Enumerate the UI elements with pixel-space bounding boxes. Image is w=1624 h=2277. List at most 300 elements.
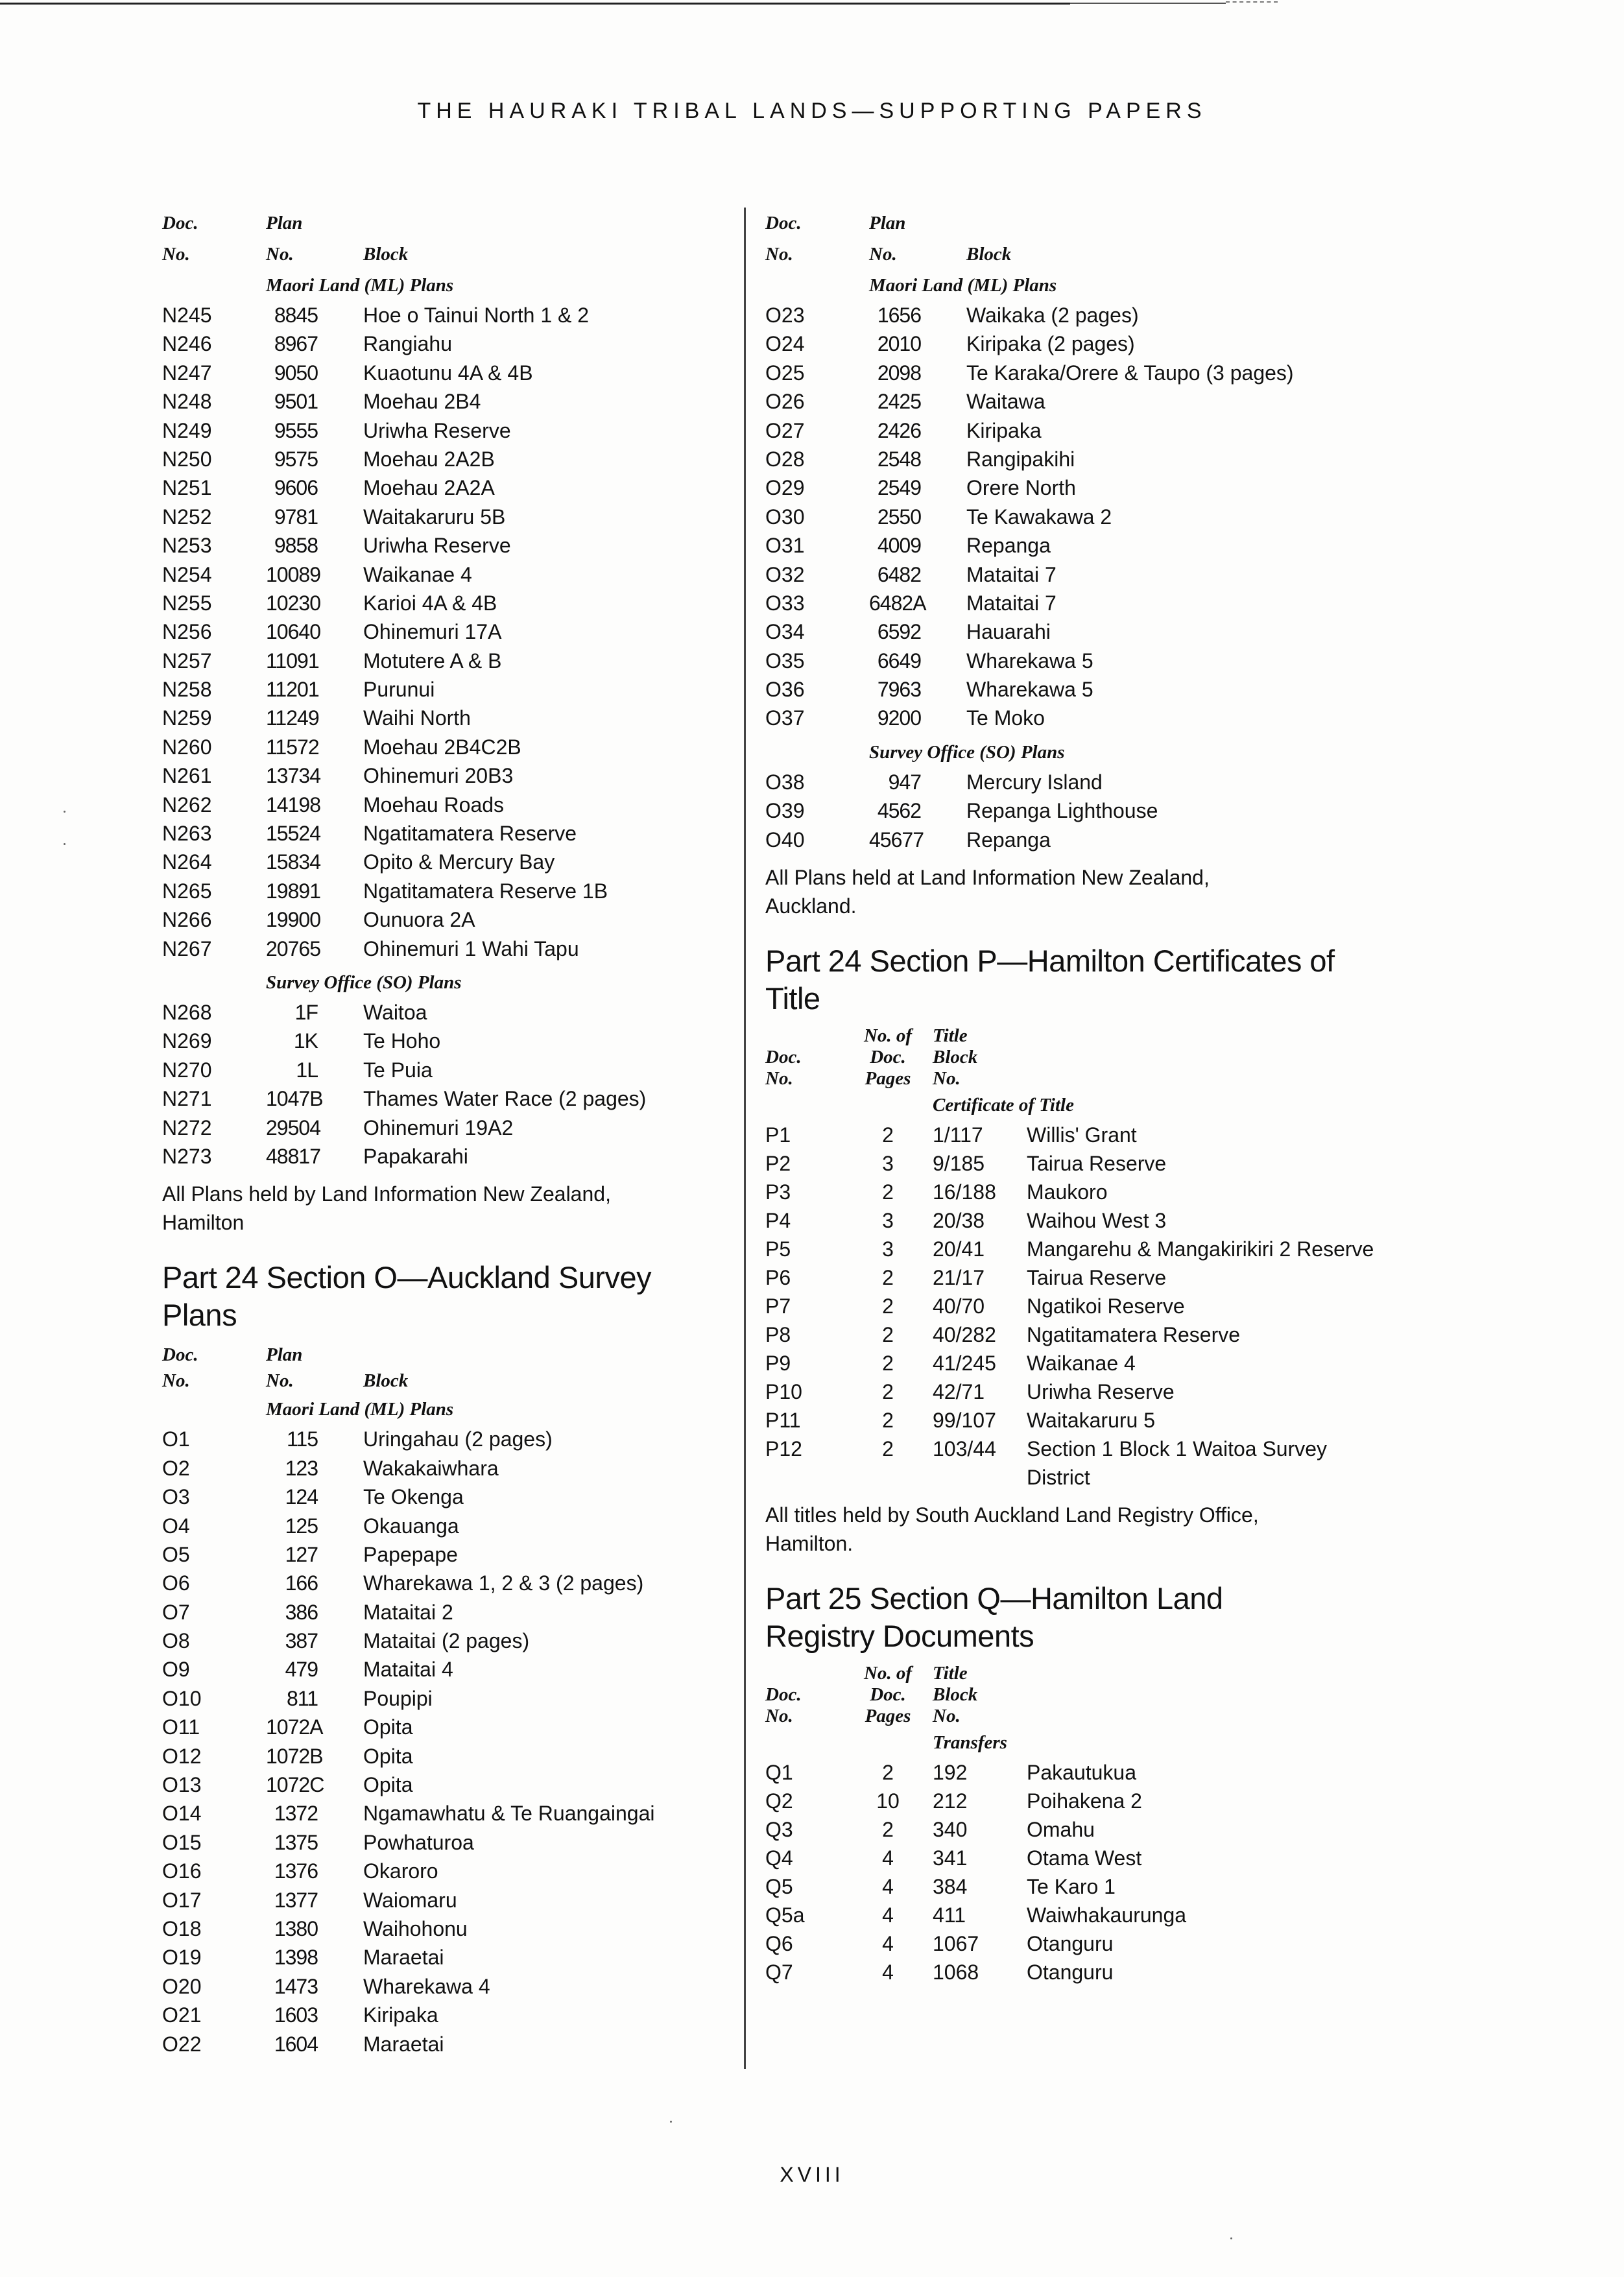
block-header: Block xyxy=(363,244,409,265)
doc-number: N273 xyxy=(162,1144,212,1168)
block-name: Ohinemuri 1 Wahi Tapu xyxy=(363,936,579,960)
doc-number: Q5 xyxy=(765,1875,793,1899)
transfers-label: Transfers xyxy=(933,1732,1007,1754)
plan-row xyxy=(162,1799,733,1828)
plan-table-header xyxy=(162,1342,733,1394)
document-row xyxy=(765,1758,1375,1787)
block-name: Wakakaiwhara xyxy=(363,1456,499,1480)
plan-number: 8967 xyxy=(274,332,318,356)
scan-speck xyxy=(64,843,66,845)
block-name: Okaroro xyxy=(363,1859,438,1883)
doc-number: P7 xyxy=(765,1294,791,1318)
plan-no-header: No. xyxy=(266,1370,294,1392)
plan-number: 7963 xyxy=(877,678,921,702)
doc-header: Doc. xyxy=(765,1047,802,1068)
block-name: Pakautukua xyxy=(1027,1761,1137,1785)
block-name: Repanga xyxy=(966,828,1051,852)
block-name: Mataitai (2 pages) xyxy=(363,1629,530,1653)
block-name: Waitakaruru 5B xyxy=(363,505,506,529)
doc-number: O4 xyxy=(162,1514,190,1538)
block-name: Uriwha Reserve xyxy=(1027,1380,1175,1404)
plan-number: 1372 xyxy=(274,1802,318,1826)
plan-table-header xyxy=(765,208,1375,270)
plan-row xyxy=(162,791,733,819)
pages-header-2: Doc. xyxy=(870,1684,906,1706)
plan-number: 2548 xyxy=(877,447,921,471)
doc-number: N246 xyxy=(162,332,212,356)
block-name: Omahu xyxy=(1027,1818,1095,1842)
plan-row xyxy=(162,1056,733,1084)
plan-number: 11201 xyxy=(266,678,319,702)
doc-number: O38 xyxy=(765,770,805,794)
plan-row xyxy=(162,503,733,531)
block-name: Ngamawhatu & Te Ruangaingai xyxy=(363,1802,655,1826)
block-name: Ngatitamatera Reserve xyxy=(363,822,577,846)
doc-number: O17 xyxy=(162,1888,202,1912)
block-name: Moehau Roads xyxy=(363,793,505,817)
doc-number: O11 xyxy=(162,1715,200,1739)
plan-row xyxy=(765,531,1375,560)
pages-header-1: No. of xyxy=(863,1025,913,1047)
doc-number: O19 xyxy=(162,1946,202,1970)
plan-row xyxy=(162,1027,733,1055)
plan-row xyxy=(162,1512,733,1540)
plan-row xyxy=(162,359,733,387)
doc-number: P9 xyxy=(765,1352,791,1376)
plan-number: 6482A xyxy=(869,591,926,615)
doc-number: O28 xyxy=(765,447,805,471)
plan-row xyxy=(765,503,1375,531)
plan-row xyxy=(765,796,1375,825)
title-header-2: Block xyxy=(933,1047,978,1068)
block-name: Waitawa xyxy=(966,390,1045,414)
title-number: 40/282 xyxy=(933,1323,996,1347)
block-name: Uriwha Reserve xyxy=(363,534,511,558)
block-name: Te Hoho xyxy=(363,1029,441,1053)
doc-number: O40 xyxy=(765,828,805,852)
doc-number: N253 xyxy=(162,534,212,558)
block-name: Section 1 Block 1 Waitoa Survey District xyxy=(1027,1437,1328,1490)
document-row xyxy=(765,1406,1375,1435)
title-number: 20/41 xyxy=(933,1237,985,1261)
plan-row xyxy=(162,617,733,646)
cert-table-header xyxy=(765,1025,1375,1090)
block-name: Repanga xyxy=(966,534,1051,558)
doc-number: Q5a xyxy=(765,1903,805,1927)
block-name: Opito & Mercury Bay xyxy=(363,850,555,874)
doc-number: N254 xyxy=(162,562,212,586)
plan-number: 11249 xyxy=(266,706,319,730)
section-o-title: Part 24 Section O—Auckland Survey Plans xyxy=(162,1260,652,1333)
doc-number: N267 xyxy=(162,936,212,960)
block-name: Uriwha Reserve xyxy=(363,418,511,442)
section-q-list xyxy=(765,1758,1375,1986)
doc-number: O21 xyxy=(162,2003,202,2027)
plan-number: 1F xyxy=(294,1000,318,1024)
title-number: 384 xyxy=(933,1875,968,1899)
page-count: 2 xyxy=(882,1818,894,1842)
title-number: 341 xyxy=(933,1846,968,1870)
page-count: 4 xyxy=(882,1903,894,1927)
doc-number: O24 xyxy=(765,332,805,356)
document-row xyxy=(765,1292,1375,1320)
doc-number: N265 xyxy=(162,879,212,903)
block-name: Hoe o Tainui North 1 & 2 xyxy=(363,304,590,327)
document-row xyxy=(765,1178,1375,1206)
doc-number: N250 xyxy=(162,447,212,471)
block-name: Karioi 4A & 4B xyxy=(363,591,497,615)
block-name: Waitakaruru 5 xyxy=(1027,1409,1155,1433)
doc-number: O5 xyxy=(162,1542,190,1566)
plan-number: 1072B xyxy=(266,1744,323,1768)
document-row xyxy=(765,1815,1375,1844)
block-name: Wharekawa 1, 2 & 3 (2 pages) xyxy=(363,1571,644,1595)
doc-number: O30 xyxy=(765,505,805,529)
block-name: Okauanga xyxy=(363,1514,459,1538)
plan-number: 2426 xyxy=(877,418,921,442)
plan-number: 14198 xyxy=(266,793,320,817)
doc-number: N252 xyxy=(162,505,212,529)
block-name: Hauarahi xyxy=(966,620,1051,644)
plan-number: 1L xyxy=(296,1058,318,1082)
doc-number: O10 xyxy=(162,1686,202,1710)
doc-number: N270 xyxy=(162,1058,212,1082)
plan-row xyxy=(162,589,733,617)
pages-header-2: Doc. xyxy=(870,1047,906,1068)
plan-number: 1072C xyxy=(266,1773,324,1797)
block-name: Powhaturoa xyxy=(363,1830,474,1854)
block-name: Waitoa xyxy=(363,1000,427,1024)
doc-number: N266 xyxy=(162,908,212,932)
block-name: Opita xyxy=(363,1744,413,1768)
doc-number: Q7 xyxy=(765,1961,793,1985)
plan-number: 6649 xyxy=(877,649,921,673)
page-count: 2 xyxy=(882,1180,894,1204)
title-header-3: No. xyxy=(933,1706,961,1727)
plan-number: 10089 xyxy=(266,562,320,586)
block-header: Block xyxy=(363,1370,409,1392)
block-name: Mercury Island xyxy=(966,770,1103,794)
plan-row xyxy=(765,359,1375,387)
plan-row xyxy=(162,819,733,848)
doc-number: P6 xyxy=(765,1266,791,1290)
plan-number: 124 xyxy=(285,1485,318,1509)
block-name: Orere North xyxy=(966,476,1076,500)
doc-number: N251 xyxy=(162,476,212,500)
title-header-3: No. xyxy=(933,1068,961,1090)
plan-number: 11091 xyxy=(266,649,319,673)
plan-row xyxy=(162,1886,733,1914)
plan-number: 1376 xyxy=(274,1859,318,1883)
doc-number: O35 xyxy=(765,649,805,673)
right-column xyxy=(765,208,1375,1986)
plan-row xyxy=(765,675,1375,704)
plan-row xyxy=(162,1770,733,1799)
plan-number: 15834 xyxy=(266,850,320,874)
doc-number: N264 xyxy=(162,850,212,874)
block-name: Willis' Grant xyxy=(1027,1123,1137,1147)
plan-row xyxy=(162,1857,733,1885)
plan-row xyxy=(162,1627,733,1655)
block-name: Moehau 2A2A xyxy=(363,476,495,500)
doc-number: O8 xyxy=(162,1629,190,1653)
plan-row xyxy=(162,1454,733,1483)
plan-number: 1398 xyxy=(274,1946,318,1970)
doc-number: O23 xyxy=(765,304,805,327)
plan-row xyxy=(162,329,733,358)
block-name: Waiwhakaurunga xyxy=(1027,1903,1187,1927)
block-name: Otanguru xyxy=(1027,1961,1114,1985)
doc-number: Q3 xyxy=(765,1818,793,1842)
plan-row xyxy=(765,301,1375,329)
pages-header-3: Pages xyxy=(865,1068,911,1090)
plan-number: 123 xyxy=(285,1456,318,1480)
block-name: Uringahau (2 pages) xyxy=(363,1427,553,1451)
title-number: 99/107 xyxy=(933,1409,996,1433)
block-name: Ohinemuri 17A xyxy=(363,620,502,644)
block-name: Te Karo 1 xyxy=(1027,1875,1116,1899)
plan-row xyxy=(162,560,733,589)
plan-number: 1380 xyxy=(274,1916,318,1940)
title-header-1: Title xyxy=(933,1025,968,1047)
doc-number: O3 xyxy=(162,1485,190,1509)
plan-number: 1047B xyxy=(266,1087,323,1111)
plan-row xyxy=(162,387,733,416)
plan-row xyxy=(765,647,1375,675)
doc-number: O9 xyxy=(162,1658,190,1682)
plan-number: 2425 xyxy=(877,390,921,414)
page-count: 4 xyxy=(882,1932,894,1956)
title-number: 9/185 xyxy=(933,1152,985,1176)
block-name: Opita xyxy=(363,1715,413,1739)
plan-row xyxy=(162,1540,733,1569)
plan-row xyxy=(162,1713,733,1741)
block-name: Purunui xyxy=(363,678,435,702)
plan-row xyxy=(765,826,1375,854)
page-count: 2 xyxy=(882,1409,894,1433)
block-name: Waikanae 4 xyxy=(1027,1352,1136,1376)
plan-row xyxy=(162,1655,733,1684)
doc-number: O27 xyxy=(765,418,805,442)
block-header: Block xyxy=(966,244,1012,265)
plan-row xyxy=(162,2001,733,2029)
doc-number: O25 xyxy=(765,361,805,385)
doc-number: P2 xyxy=(765,1152,791,1176)
ml-plans-label: Maori Land (ML) Plans xyxy=(869,275,1057,296)
plan-row xyxy=(765,445,1375,473)
left-column xyxy=(162,208,733,2058)
block-name: Poihakena 2 xyxy=(1027,1789,1142,1813)
plan-number: 1656 xyxy=(877,304,921,327)
plan-row xyxy=(162,473,733,502)
plan-number: 19900 xyxy=(266,908,320,932)
block-name: Papepape xyxy=(363,1542,458,1566)
doc-number: P1 xyxy=(765,1123,791,1147)
plan-row xyxy=(765,560,1375,589)
block-name: Mataitai 7 xyxy=(966,562,1057,586)
plan-number: 2010 xyxy=(877,332,921,356)
plan-number: 9200 xyxy=(877,706,921,730)
plan-number: 115 xyxy=(286,1427,318,1451)
block-name: Tairua Reserve xyxy=(1027,1266,1167,1290)
plan-header: Plan xyxy=(869,213,906,233)
doc-number: O32 xyxy=(765,562,805,586)
block-name: Kiripaka (2 pages) xyxy=(966,332,1135,356)
block-name: Ohinemuri 19A2 xyxy=(363,1115,514,1139)
so-plans-label: Survey Office (SO) Plans xyxy=(266,972,462,993)
plan-number: 6482 xyxy=(877,562,921,586)
block-name: Moehau 2B4C2B xyxy=(363,735,521,759)
doc-number: O33 xyxy=(765,591,805,615)
titles-note: All titles held by South Auckland Land Registry Office, Hamilton. xyxy=(765,1503,1259,1556)
block-name: Ngatitamatera Reserve xyxy=(1027,1323,1241,1347)
page-count: 4 xyxy=(882,1846,894,1870)
title-number: 340 xyxy=(933,1818,968,1842)
plan-number: 9050 xyxy=(274,361,318,385)
block-name: Moehau 2A2B xyxy=(363,447,495,471)
page-count: 2 xyxy=(882,1323,894,1347)
doc-number: P10 xyxy=(765,1380,802,1404)
block-name: Rangiahu xyxy=(363,332,452,356)
block-name: Mataitai 7 xyxy=(966,591,1057,615)
plan-row xyxy=(162,1914,733,1943)
doc-no-header: No. xyxy=(162,1370,190,1392)
plan-number: 2550 xyxy=(877,505,921,529)
plan-row xyxy=(162,935,733,963)
plan-row xyxy=(765,617,1375,646)
page-count: 2 xyxy=(882,1294,894,1318)
plan-number: 127 xyxy=(285,1542,318,1566)
pages-header-1: No. of xyxy=(863,1663,913,1684)
document-row xyxy=(765,1320,1375,1349)
plan-number: 1K xyxy=(293,1029,318,1053)
doc-number: N245 xyxy=(162,304,212,327)
doc-number: N263 xyxy=(162,822,212,846)
document-row xyxy=(765,1377,1375,1406)
plan-row xyxy=(162,761,733,790)
document-row xyxy=(765,1435,1375,1492)
page-count: 10 xyxy=(876,1789,900,1813)
plan-row xyxy=(162,733,733,761)
document-row xyxy=(765,1263,1375,1292)
plan-number: 48817 xyxy=(266,1144,320,1168)
plan-table-header xyxy=(162,208,733,270)
doc-number: Q2 xyxy=(765,1789,793,1813)
column-divider xyxy=(744,208,746,2069)
block-name: Wharekawa 5 xyxy=(966,649,1093,673)
block-name: Te Kawakawa 2 xyxy=(966,505,1112,529)
doc-number: O12 xyxy=(162,1744,202,1768)
doc-number: N257 xyxy=(162,649,212,673)
block-name: Te Puia xyxy=(363,1058,433,1082)
title-number: 16/188 xyxy=(933,1180,996,1204)
doc-number: O31 xyxy=(765,534,805,558)
block-name: Waikaka (2 pages) xyxy=(966,304,1139,327)
certificate-label: Certificate of Title xyxy=(933,1095,1074,1116)
plan-row xyxy=(162,301,733,329)
block-name: Te Okenga xyxy=(363,1485,464,1509)
plan-number: 45677 xyxy=(869,828,924,852)
page-count: 2 xyxy=(882,1761,894,1785)
plan-row xyxy=(765,704,1375,732)
block-name: Ngatikoi Reserve xyxy=(1027,1294,1185,1318)
plan-number: 1377 xyxy=(274,1888,318,1912)
plan-row xyxy=(162,647,733,675)
doc-header: Doc. xyxy=(765,213,802,233)
top-rule-dashes xyxy=(1226,1,1278,4)
block-name: Tairua Reserve xyxy=(1027,1152,1167,1176)
ml-plans-list xyxy=(765,301,1375,733)
plan-number: 19891 xyxy=(266,879,320,903)
scan-speck xyxy=(670,2121,672,2123)
block-name: Mataitai 2 xyxy=(363,1600,453,1624)
plan-number: 9858 xyxy=(274,534,318,558)
plan-header: Plan xyxy=(266,1344,303,1366)
plan-row xyxy=(765,416,1375,445)
doc-no-header: No. xyxy=(765,1706,793,1727)
document-row xyxy=(765,1206,1375,1235)
plan-number: 8845 xyxy=(274,304,318,327)
doc-number: O7 xyxy=(162,1600,190,1624)
plan-number: 4009 xyxy=(877,534,921,558)
doc-number: Q6 xyxy=(765,1932,793,1956)
block-name: Otanguru xyxy=(1027,1932,1114,1956)
document-row xyxy=(765,1235,1375,1263)
title-number: 41/245 xyxy=(933,1352,996,1376)
document-row xyxy=(765,1872,1375,1901)
section-p-list xyxy=(765,1121,1375,1492)
block-name: Maraetai xyxy=(363,1946,444,1970)
block-name: Poupipi xyxy=(363,1686,433,1710)
document-row xyxy=(765,1901,1375,1929)
plan-number: 1375 xyxy=(274,1830,318,1854)
title-number: 1067 xyxy=(933,1932,979,1956)
holding-note: All Plans held at Land Information New Zealand, Auckland. xyxy=(765,866,1210,918)
block-name: Waikanae 4 xyxy=(363,562,472,586)
doc-number: N248 xyxy=(162,390,212,414)
plan-header: Plan xyxy=(266,213,303,233)
plan-row xyxy=(162,531,733,560)
doc-number: O29 xyxy=(765,476,805,500)
doc-number: N261 xyxy=(162,764,212,788)
doc-number: P11 xyxy=(765,1409,801,1433)
document-row xyxy=(765,1929,1375,1958)
plan-row xyxy=(162,416,733,445)
title-number: 192 xyxy=(933,1761,968,1785)
plan-no-header: No. xyxy=(869,244,897,265)
plan-row xyxy=(162,1684,733,1713)
block-name: Kiripaka xyxy=(363,2003,438,2027)
doc-number: N262 xyxy=(162,793,212,817)
scan-speck xyxy=(1230,2237,1232,2239)
doc-number: N255 xyxy=(162,591,212,615)
doc-number: N247 xyxy=(162,361,212,385)
title-number: 212 xyxy=(933,1789,968,1813)
plan-row xyxy=(162,1142,733,1171)
plan-row xyxy=(162,1483,733,1511)
so-plans-list xyxy=(765,768,1375,854)
block-name: Waihohonu xyxy=(363,1916,468,1940)
block-name: Mangarehu & Mangakirikiri 2 Reserve xyxy=(1027,1237,1374,1261)
block-name: Te Karaka/Orere & Taupo (3 pages) xyxy=(966,361,1294,385)
document-row xyxy=(765,1149,1375,1178)
plan-number: 9781 xyxy=(274,505,318,529)
plan-number: 387 xyxy=(285,1629,318,1653)
doc-number: O20 xyxy=(162,1974,202,1998)
so-plans-list xyxy=(162,998,733,1171)
document-row xyxy=(765,1844,1375,1872)
doc-no-header: No. xyxy=(765,1068,793,1090)
